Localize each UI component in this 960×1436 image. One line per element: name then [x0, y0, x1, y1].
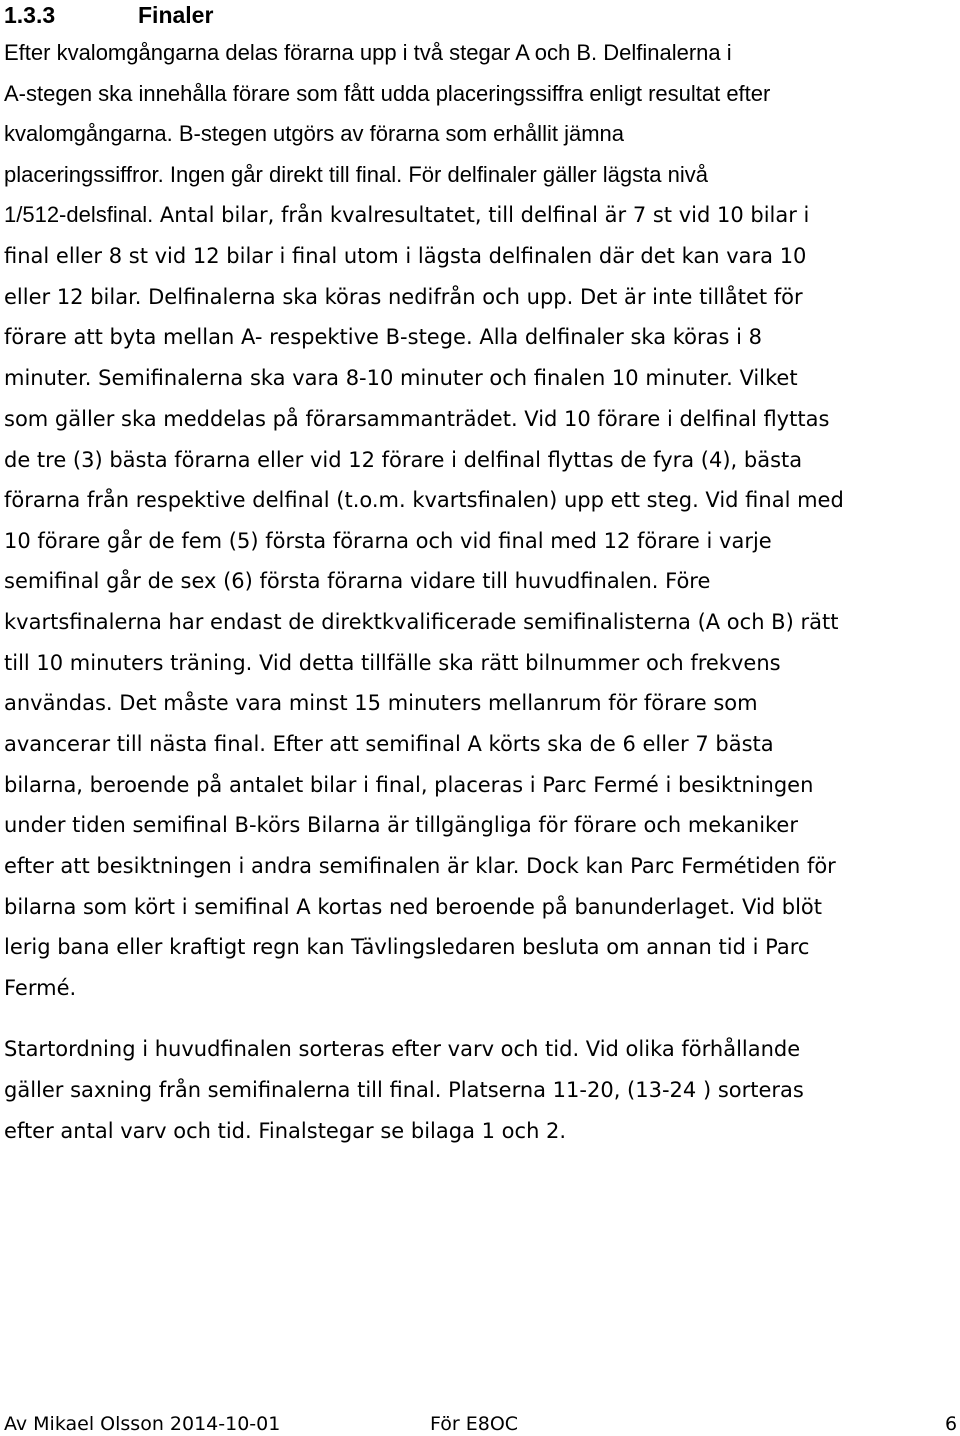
text-line: gäller saxning från semifinalerna till final. Platserna 11-20, (13-24 ) sorteras: [4, 1078, 804, 1102]
text-line: bilarna, beroende på antalet bilar i final, placeras i Parc Fermé i besiktningen: [4, 773, 814, 797]
page-number: 6: [945, 1413, 958, 1435]
text-segment: Antal bilar, från kvalresultatet, till delfinal är 7 st vid 10 bilar i: [153, 203, 810, 227]
text-line: Startordning i huvudfinalen sorteras efter varv och tid. Vid olika förhållande: [4, 1037, 801, 1061]
text-line: efter att besiktningen i andra semifinalen är klar. Dock kan Parc Fermétiden för: [4, 854, 836, 878]
text-line: till 10 minuters träning. Vid detta tillfälle ska rätt bilnummer och frekvens: [4, 651, 781, 675]
text-line: final eller 8 st vid 12 bilar i final utom i lägsta delfinalen där det kan vara 10: [4, 244, 807, 268]
text-line: Fermé.: [4, 976, 77, 1000]
text-line: eller 12 bilar. Delfinalerna ska köras nedifrån och upp. Det är inte tillåtet för: [4, 285, 803, 309]
text-line: förarna från respektive delfinal (t.o.m. kvartsfinalen) upp ett steg. Vid final med: [4, 488, 844, 512]
text-line: efter antal varv och tid. Finalstegar se bilaga 1 och 2.: [4, 1119, 567, 1143]
text-line: 10 förare går de fem (5) första förarna och vid final med 12 förare i varje: [4, 529, 772, 553]
text-line: bilarna som kört i semifinal A kortas ned beroende på banunderlaget. Vid blöt: [4, 895, 823, 919]
text-line: Efter kvalomgångarna delas förarna upp i två stegar A och B. Delfinalerna i: [4, 40, 732, 65]
text-line: under tiden semifinal B-körs Bilarna är tillgängliga för förare och mekaniker: [4, 813, 798, 837]
text-line: avancerar till nästa final. Efter att semifinal A körts ska de 6 eller 7 bästa: [4, 732, 774, 756]
text-line: A-stegen ska innehålla förare som fått udda placeringssiffra enligt resultat efter: [4, 81, 771, 106]
text-line: placeringssiffror. Ingen går direkt till final. För delfinaler gäller lägsta nivå: [4, 162, 708, 187]
section-title: Finaler: [138, 2, 214, 28]
footer-author: Av Mikael Olsson 2014-10-01: [4, 1413, 281, 1435]
text-line: semifinal går de sex (6) första förarna vidare till huvudfinalen. Före: [4, 569, 711, 593]
section-number: 1.3.3: [4, 2, 56, 28]
text-segment: 1/512-delsfinal.: [4, 202, 154, 227]
text-line: som gäller ska meddelas på förarsammanträdet. Vid 10 förare i delfinal flyttas: [4, 407, 830, 431]
text-line: kvartsfinalerna har endast de direktkvalificerade semifinalisterna (A och B) rätt: [4, 610, 839, 634]
text-line: lerig bana eller kraftigt regn kan Tävlingsledaren besluta om annan tid i Parc: [4, 935, 810, 959]
text-line: kvalomgångarna. B-stegen utgörs av förarna som erhållit jämna: [4, 121, 624, 146]
text-line: förare att byta mellan A- respektive B-stege. Alla delfinaler ska köras i 8: [4, 325, 762, 349]
text-line: minuter. Semifinalerna ska vara 8-10 minuter och finalen 10 minuter. Vilket: [4, 366, 798, 390]
footer-organization: För E8OC: [430, 1413, 519, 1435]
text-line: de tre (3) bästa förarna eller vid 12 förare i delfinal flyttas de fyra (4), bästa: [4, 448, 803, 472]
text-line: användas. Det måste vara minst 15 minuters mellanrum för förare som: [4, 691, 758, 715]
text-line: [4, 200, 809, 230]
section-heading: [4, 0, 213, 30]
